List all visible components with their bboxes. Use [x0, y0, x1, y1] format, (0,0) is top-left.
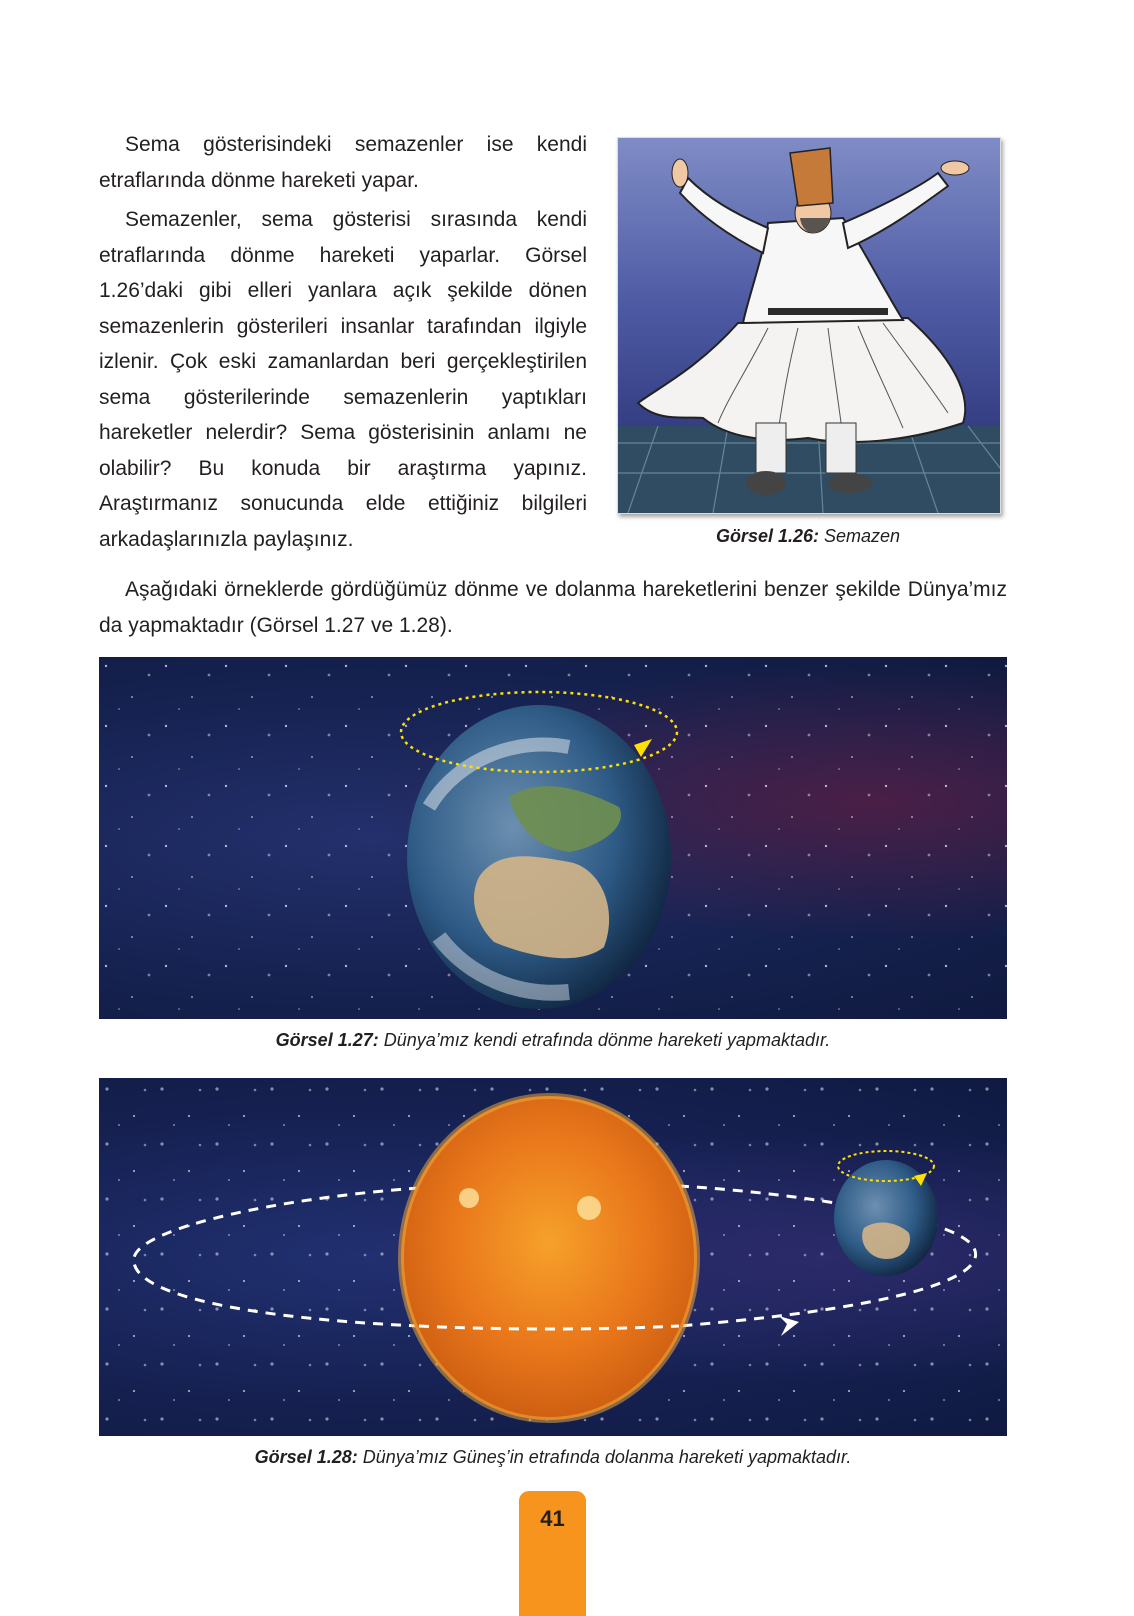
caption-text: Dünya’mız Güneş’in etrafında dolanma hareketi yapmaktadır. — [357, 1447, 852, 1467]
figure-caption-1-26 — [617, 526, 999, 547]
earth-rotation-illustration — [99, 657, 1007, 1019]
earth-globe — [407, 705, 671, 1009]
page-number-tab — [519, 1491, 586, 1616]
earth-orbit-sun-illustration — [99, 1078, 1007, 1436]
earth-motion-text-block — [99, 572, 1007, 643]
caption-label: Görsel 1.28: — [254, 1447, 358, 1467]
earth-rotation-figure — [99, 657, 1007, 1019]
paragraph-semazen-intro: Sema gösterisindeki semazenler ise kendi etraflarında dönme hareketi yapar. — [99, 133, 587, 192]
sun — [401, 1096, 697, 1420]
caption-label: Görsel 1.26: — [715, 526, 819, 546]
caption-text: Semazen — [819, 526, 901, 546]
figure-caption-1-28 — [99, 1447, 1007, 1468]
paragraph-earth-motion: Aşağıdaki örneklerde gördüğümüz dönme ve dolanma hareketlerini benzer şekilde Dünya’mız da yapmaktadır (Görsel 1.27 ve 1.28). — [99, 578, 1007, 637]
semazen-figure — [617, 137, 1001, 514]
page-number: 41 — [540, 1506, 565, 1531]
intro-text-block — [99, 127, 587, 557]
figure-caption-1-27 — [99, 1030, 1007, 1051]
caption-label: Görsel 1.27: — [275, 1030, 379, 1050]
earth-orbit-figure — [99, 1078, 1007, 1436]
paragraph-semazen-research: Semazenler, sema gösterisi sırasında kendi etraflarında dönme hareketi yaparlar. Görsel 1.26’daki gibi elleri yanlara açık şekilde dönen semazenlerin gösterileri insanlar tarafından ilgiyle izlenir. Çok eski zamanlardan beri gerçekleştirilen sema gösterilerinde semazenlerin yaptıkları hareketler nelerdir? Sema gösterisinin anlamı ne olabilir? Bu konuda bir araştırma yapınız. Araştırmanız sonucunda elde ettiğiniz bilgileri arkadaşlarınızla paylaşınız. — [99, 208, 587, 551]
whirling-dervish-illustration — [618, 138, 1000, 513]
caption-text: Dünya’mız kendi etrafında dönme hareketi yapmaktadır. — [378, 1030, 831, 1050]
